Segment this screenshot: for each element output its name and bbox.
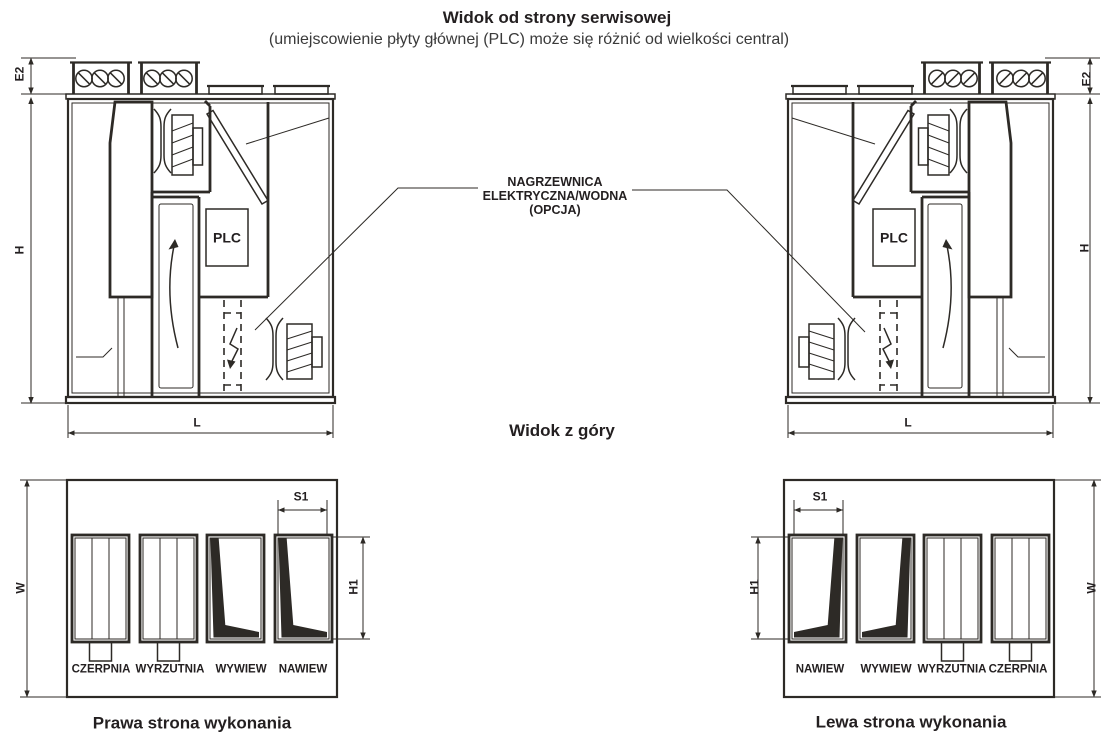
heater-dashed-outline [224, 300, 241, 395]
cabinet [66, 94, 335, 403]
air-channel [152, 192, 199, 398]
port-label: NAWIEW [795, 663, 845, 676]
airflow-arrow [170, 246, 178, 348]
heater-note-line2: ELEKTRYCZNA/WODNA [482, 189, 628, 203]
fan-icon [154, 109, 203, 175]
leader-line-right [632, 190, 865, 332]
heater-note-line3: (OPCJA) [529, 203, 581, 217]
plc-label: PLC [213, 229, 241, 246]
port-label: WYWIEW [215, 663, 267, 676]
dim-label-l: L [904, 415, 912, 430]
dimension-e2 [21, 58, 76, 95]
dim-label-h: H [1077, 243, 1092, 253]
service-view-unit-mirrored [786, 58, 1100, 439]
port-label: WYRZUTNIA [917, 663, 987, 676]
port-wywiew [207, 535, 264, 642]
leader-line-left [255, 188, 478, 330]
dim-label-e2: E2 [1079, 71, 1094, 87]
dim-label-e2: E2 [12, 66, 27, 82]
port-label: CZERPNIA [988, 663, 1048, 676]
dimension-s1 [278, 500, 327, 535]
fan-icon [266, 318, 322, 380]
dim-label-w: W [1084, 582, 1099, 594]
page-subtitle: (umiejscowienie płyty głównej (PLC) może się różnić od wielkości central) [268, 31, 790, 48]
duct-connector-dampers [70, 63, 200, 95]
heater-option-note [455, 175, 655, 217]
roof-stubs [207, 86, 330, 94]
port-label: WYWIEW [860, 663, 912, 676]
dimension-h [21, 97, 66, 404]
bypass-damper-plate [207, 111, 268, 205]
port-czerpnia [72, 535, 129, 661]
view-caption: Prawa strona wykonania [92, 713, 292, 733]
plc-label: PLC [880, 229, 908, 246]
service-view-unit [21, 58, 335, 439]
dim-label-s1: S1 [812, 489, 828, 504]
page-title: Widok od strony serwisowej [442, 8, 672, 27]
port-label: CZERPNIA [71, 663, 131, 676]
port-label: NAWIEW [278, 663, 328, 676]
dim-label-s1: S1 [293, 489, 309, 504]
port-nawiew [275, 535, 332, 642]
dim-label-h1: H1 [747, 579, 762, 595]
heater-note-line1: NAGRZEWNICA [507, 175, 603, 189]
port-wyrzutnia [140, 535, 197, 661]
dim-label-w: W [13, 582, 28, 594]
dim-label-h1: H1 [346, 579, 361, 595]
lightning-icon [230, 328, 238, 361]
port-label: WYRZUTNIA [135, 663, 205, 676]
heat-exchanger-block [110, 102, 152, 297]
top-view-title: Widok z góry [509, 421, 615, 440]
dim-label-h: H [12, 245, 27, 255]
view-caption: Lewa strona wykonania [815, 712, 1007, 732]
dim-label-l: L [193, 415, 201, 430]
